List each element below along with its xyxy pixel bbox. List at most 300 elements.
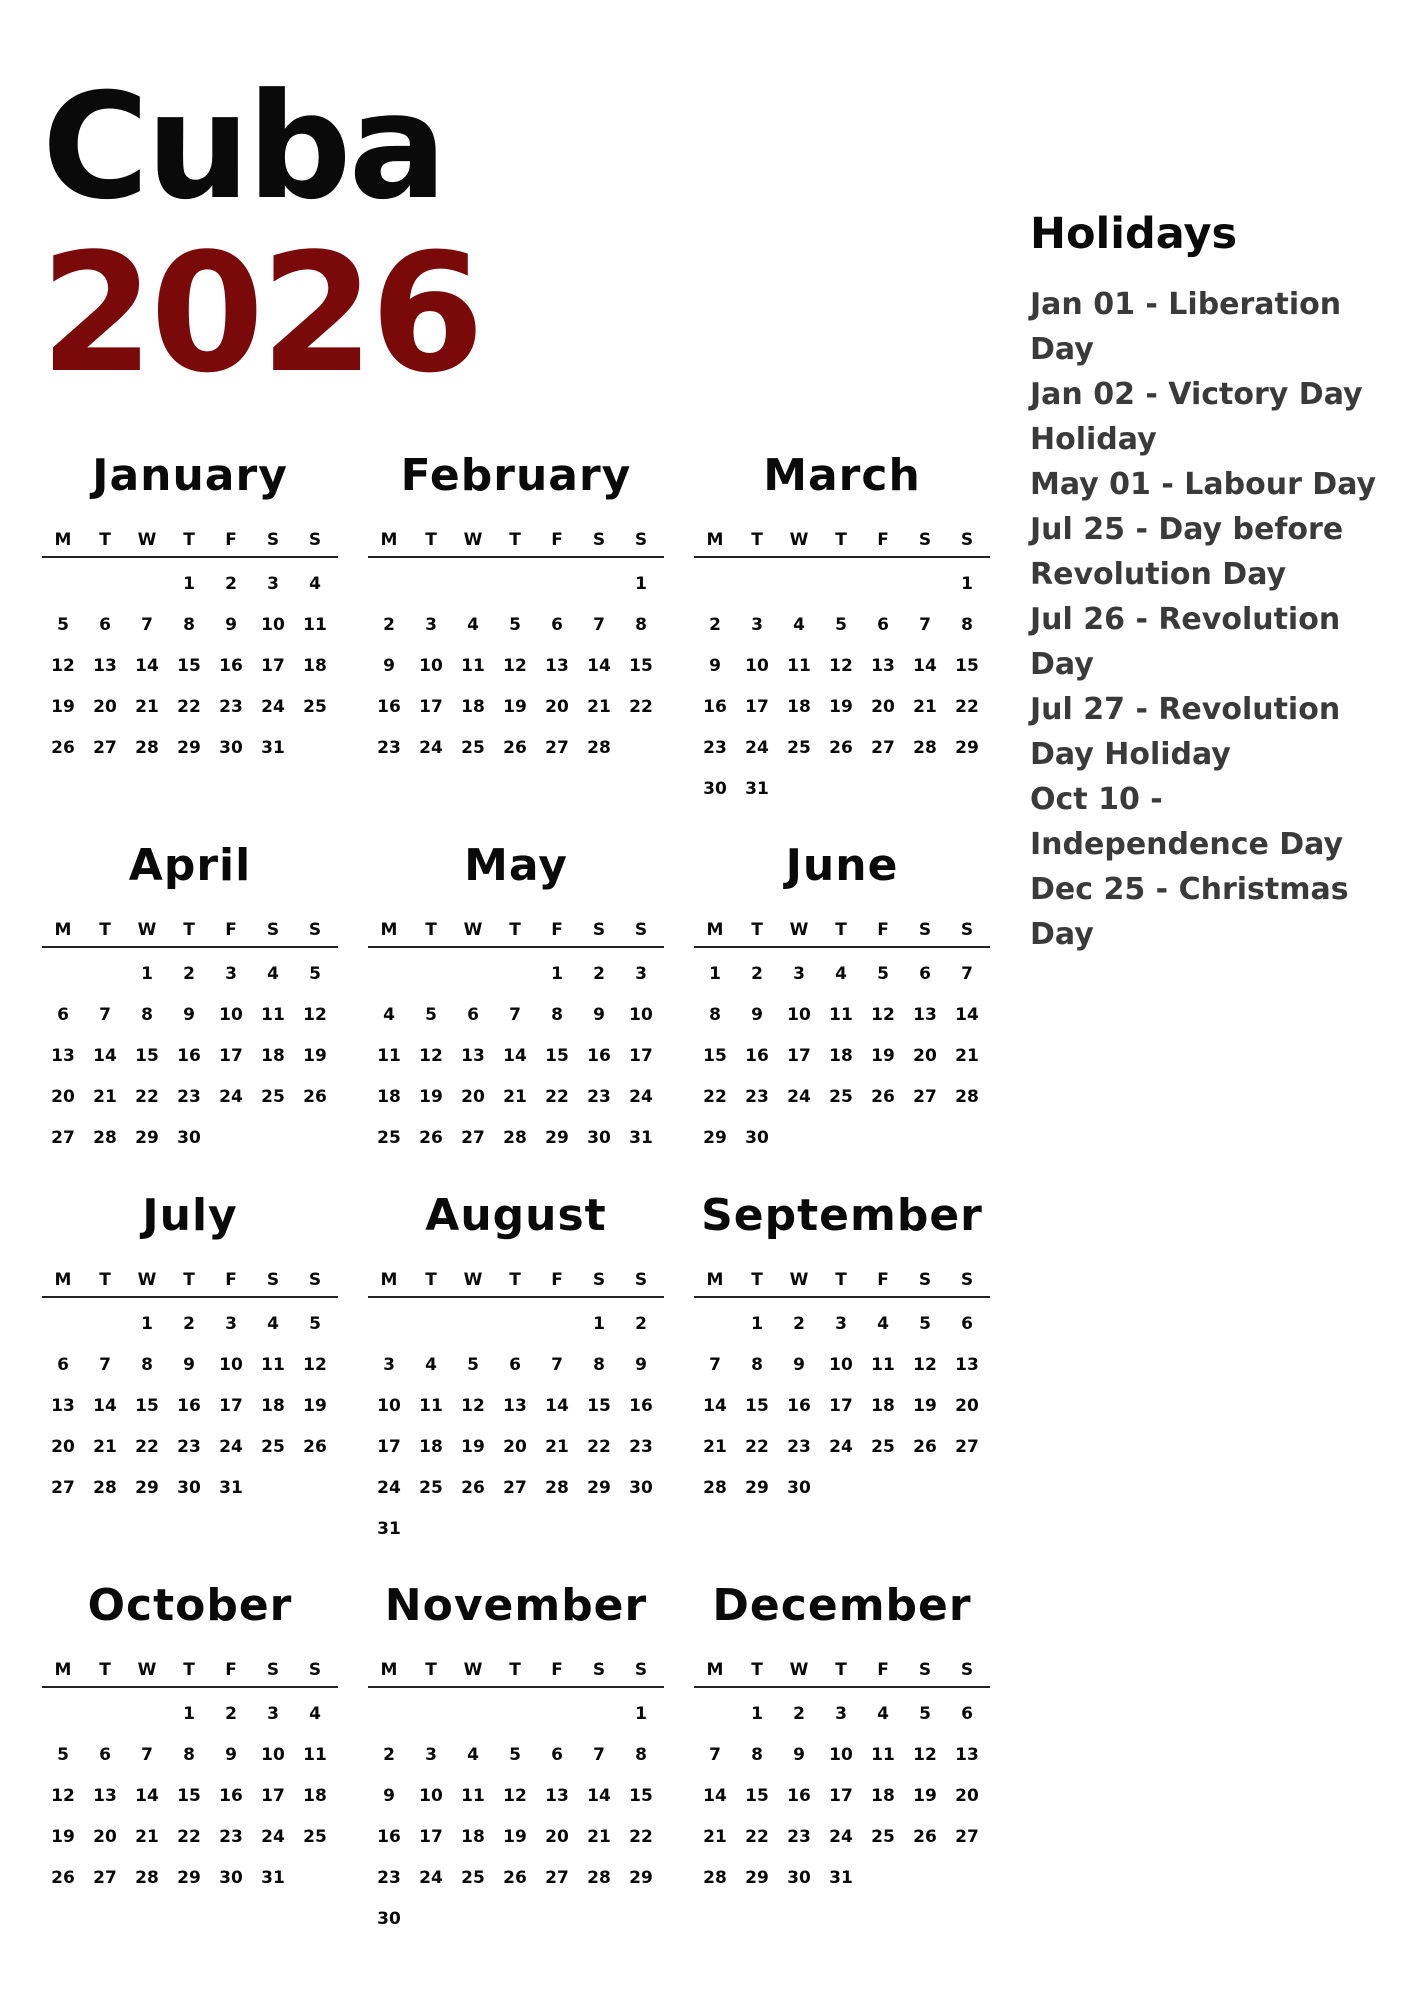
day-cell: 25 <box>261 1437 285 1457</box>
weekday-header <box>42 526 338 558</box>
day-cell: 16 <box>377 697 401 717</box>
empty-cell <box>862 564 904 605</box>
day-cell: 5 <box>309 1314 321 1334</box>
day-cell: 22 <box>745 1827 769 1847</box>
empty-cell <box>736 564 778 605</box>
day-cell: 12 <box>829 656 853 676</box>
day-cell: 24 <box>377 1478 401 1498</box>
day-cell: 9 <box>383 656 395 676</box>
weekday-header <box>694 916 990 948</box>
weekday-label: F <box>225 530 237 550</box>
day-cell: 30 <box>177 1478 201 1498</box>
empty-cell <box>904 564 946 605</box>
day-cell: 21 <box>703 1437 727 1457</box>
day-cell: 23 <box>787 1437 811 1457</box>
day-cell: 10 <box>219 1005 243 1025</box>
month-december <box>694 1578 990 1899</box>
day-cell: 31 <box>377 1519 401 1539</box>
day-cell: 6 <box>551 1745 563 1765</box>
holiday-list <box>1030 282 1390 957</box>
day-cell: 28 <box>93 1478 117 1498</box>
day-grid <box>694 558 990 810</box>
day-cell: 8 <box>635 1745 647 1765</box>
empty-cell <box>126 564 168 605</box>
day-cell: 19 <box>419 1087 443 1107</box>
month-march <box>694 448 990 810</box>
weekday-label: T <box>425 530 437 550</box>
day-cell: 25 <box>871 1437 895 1457</box>
day-cell: 13 <box>913 1005 937 1025</box>
day-cell: 5 <box>425 1005 437 1025</box>
day-grid <box>42 948 338 1159</box>
day-cell: 17 <box>419 697 443 717</box>
weekday-label: T <box>99 920 111 940</box>
day-cell: 10 <box>629 1005 653 1025</box>
day-cell: 16 <box>787 1396 811 1416</box>
weekday-label: M <box>706 1270 724 1290</box>
day-cell: 27 <box>93 1868 117 1888</box>
day-cell: 25 <box>419 1478 443 1498</box>
weekday-label: S <box>960 1270 974 1290</box>
weekday-label: W <box>789 1270 809 1290</box>
weekday-label: T <box>99 1270 111 1290</box>
day-cell: 9 <box>793 1355 805 1375</box>
day-cell: 28 <box>913 738 937 758</box>
holiday-item: Jan 01 - Liberation Day <box>1030 287 1342 367</box>
day-cell: 15 <box>629 656 653 676</box>
day-cell: 3 <box>751 615 763 635</box>
day-cell: 6 <box>509 1355 521 1375</box>
day-cell: 13 <box>51 1396 75 1416</box>
day-cell: 22 <box>587 1437 611 1457</box>
day-cell: 16 <box>787 1786 811 1806</box>
day-cell: 19 <box>913 1396 937 1416</box>
day-cell: 27 <box>51 1128 75 1148</box>
day-cell: 4 <box>267 1314 279 1334</box>
empty-cell <box>368 564 410 605</box>
day-cell: 10 <box>419 656 443 676</box>
day-cell: 2 <box>635 1314 647 1334</box>
day-cell: 9 <box>751 1005 763 1025</box>
day-cell: 26 <box>913 1437 937 1457</box>
weekday-label: S <box>308 1270 322 1290</box>
day-cell: 19 <box>51 1827 75 1847</box>
day-cell: 30 <box>587 1128 611 1148</box>
day-cell: 30 <box>745 1128 769 1148</box>
weekday-label: M <box>706 530 724 550</box>
weekday-label: F <box>225 920 237 940</box>
day-cell: 31 <box>261 738 285 758</box>
day-cell: 24 <box>219 1437 243 1457</box>
weekday-label: W <box>789 530 809 550</box>
empty-cell <box>410 954 452 995</box>
day-cell: 26 <box>303 1437 327 1457</box>
day-cell: 16 <box>703 697 727 717</box>
day-cell: 22 <box>955 697 979 717</box>
day-cell: 18 <box>303 656 327 676</box>
day-cell: 20 <box>955 1396 979 1416</box>
weekday-label: F <box>877 920 889 940</box>
day-cell: 16 <box>219 1786 243 1806</box>
weekday-label: S <box>634 920 648 940</box>
day-cell: 20 <box>51 1087 75 1107</box>
day-cell: 19 <box>503 1827 527 1847</box>
day-cell: 7 <box>509 1005 521 1025</box>
day-cell: 24 <box>419 738 443 758</box>
day-cell: 30 <box>703 779 727 799</box>
day-cell: 7 <box>551 1355 563 1375</box>
month-name: December <box>712 1580 972 1631</box>
day-cell: 6 <box>961 1314 973 1334</box>
day-cell: 18 <box>871 1786 895 1806</box>
day-cell: 20 <box>503 1437 527 1457</box>
day-cell: 11 <box>461 656 485 676</box>
empty-cell <box>494 1694 536 1735</box>
day-cell: 20 <box>955 1786 979 1806</box>
weekday-label: F <box>551 530 563 550</box>
day-cell: 29 <box>135 1128 159 1148</box>
day-cell: 3 <box>793 964 805 984</box>
day-cell: 2 <box>383 1745 395 1765</box>
year-title: 2026 <box>40 218 481 409</box>
day-cell: 28 <box>703 1478 727 1498</box>
day-cell: 15 <box>135 1046 159 1066</box>
weekday-label: W <box>789 1660 809 1680</box>
day-cell: 11 <box>829 1005 853 1025</box>
weekday-label: F <box>551 920 563 940</box>
day-cell: 8 <box>593 1355 605 1375</box>
day-cell: 26 <box>303 1087 327 1107</box>
day-cell: 18 <box>261 1046 285 1066</box>
day-cell: 7 <box>593 615 605 635</box>
day-cell: 12 <box>419 1046 443 1066</box>
weekday-label: M <box>380 1660 398 1680</box>
day-cell: 20 <box>545 1827 569 1847</box>
day-cell: 14 <box>135 656 159 676</box>
day-cell: 10 <box>745 656 769 676</box>
day-cell: 7 <box>141 1745 153 1765</box>
day-cell: 13 <box>461 1046 485 1066</box>
weekday-label: S <box>592 1660 606 1680</box>
weekday-label: S <box>266 1660 280 1680</box>
day-cell: 3 <box>267 574 279 594</box>
day-cell: 5 <box>835 615 847 635</box>
day-cell: 9 <box>183 1005 195 1025</box>
day-cell: 20 <box>545 697 569 717</box>
day-cell: 29 <box>745 1868 769 1888</box>
empty-cell <box>494 1304 536 1345</box>
weekday-label: T <box>425 1660 437 1680</box>
weekday-label: T <box>751 1270 763 1290</box>
weekday-label: T <box>751 530 763 550</box>
day-cell: 25 <box>461 1868 485 1888</box>
day-cell: 21 <box>545 1437 569 1457</box>
day-cell: 20 <box>93 1827 117 1847</box>
day-cell: 10 <box>419 1786 443 1806</box>
day-cell: 7 <box>99 1005 111 1025</box>
day-grid <box>42 558 338 769</box>
day-cell: 17 <box>219 1046 243 1066</box>
day-cell: 17 <box>787 1046 811 1066</box>
day-cell: 13 <box>545 656 569 676</box>
holidays-title: Holidays <box>1030 209 1238 259</box>
day-cell: 15 <box>545 1046 569 1066</box>
day-cell: 7 <box>141 615 153 635</box>
day-cell: 28 <box>135 738 159 758</box>
day-cell: 12 <box>503 656 527 676</box>
weekday-label: S <box>592 920 606 940</box>
weekday-label: T <box>835 920 847 940</box>
day-cell: 6 <box>57 1005 69 1025</box>
day-cell: 18 <box>419 1437 443 1457</box>
day-cell: 11 <box>303 1745 327 1765</box>
day-cell: 18 <box>829 1046 853 1066</box>
day-cell: 23 <box>177 1437 201 1457</box>
day-cell: 29 <box>135 1478 159 1498</box>
day-cell: 14 <box>955 1005 979 1025</box>
day-cell: 17 <box>629 1046 653 1066</box>
day-cell: 14 <box>135 1786 159 1806</box>
day-cell: 19 <box>829 697 853 717</box>
weekday-label: W <box>137 1660 157 1680</box>
day-cell: 12 <box>51 656 75 676</box>
day-cell: 1 <box>751 1314 763 1334</box>
day-cell: 11 <box>303 615 327 635</box>
day-grid <box>694 948 990 1159</box>
month-name: January <box>92 450 288 501</box>
day-cell: 10 <box>787 1005 811 1025</box>
day-cell: 26 <box>419 1128 443 1148</box>
day-cell: 27 <box>461 1128 485 1148</box>
day-cell: 6 <box>919 964 931 984</box>
day-cell: 27 <box>503 1478 527 1498</box>
day-cell: 5 <box>877 964 889 984</box>
weekday-label: S <box>634 1270 648 1290</box>
day-cell: 23 <box>703 738 727 758</box>
day-grid <box>368 1688 664 1940</box>
day-cell: 6 <box>467 1005 479 1025</box>
weekday-label: T <box>509 1270 521 1290</box>
day-cell: 16 <box>587 1046 611 1066</box>
day-cell: 15 <box>177 1786 201 1806</box>
day-cell: 7 <box>961 964 973 984</box>
day-cell: 24 <box>261 1827 285 1847</box>
day-cell: 7 <box>593 1745 605 1765</box>
day-cell: 31 <box>629 1128 653 1148</box>
day-cell: 2 <box>793 1314 805 1334</box>
day-cell: 26 <box>51 1868 75 1888</box>
empty-cell <box>536 1694 578 1735</box>
day-cell: 12 <box>503 1786 527 1806</box>
day-cell: 4 <box>793 615 805 635</box>
day-cell: 30 <box>219 738 243 758</box>
day-cell: 23 <box>177 1087 201 1107</box>
month-name: October <box>87 1580 293 1631</box>
day-cell: 29 <box>955 738 979 758</box>
day-cell: 12 <box>461 1396 485 1416</box>
day-cell: 24 <box>629 1087 653 1107</box>
day-cell: 26 <box>871 1087 895 1107</box>
day-cell: 31 <box>745 779 769 799</box>
day-cell: 15 <box>629 1786 653 1806</box>
day-cell: 12 <box>913 1355 937 1375</box>
day-cell: 29 <box>545 1128 569 1148</box>
day-cell: 16 <box>177 1396 201 1416</box>
weekday-label: M <box>380 920 398 940</box>
holiday-item: Jul 26 - Revolution Day <box>1030 602 1341 682</box>
weekday-header <box>368 1266 664 1298</box>
day-cell: 17 <box>261 1786 285 1806</box>
day-cell: 8 <box>183 615 195 635</box>
day-cell: 27 <box>51 1478 75 1498</box>
day-cell: 28 <box>587 1868 611 1888</box>
empty-cell <box>536 1304 578 1345</box>
day-cell: 17 <box>219 1396 243 1416</box>
day-cell: 2 <box>183 964 195 984</box>
day-cell: 16 <box>629 1396 653 1416</box>
day-cell: 5 <box>467 1355 479 1375</box>
day-cell: 13 <box>503 1396 527 1416</box>
month-july <box>42 1188 338 1509</box>
empty-cell <box>410 1304 452 1345</box>
empty-cell <box>452 954 494 995</box>
day-cell: 25 <box>303 1827 327 1847</box>
day-cell: 22 <box>703 1087 727 1107</box>
month-name: November <box>384 1580 648 1631</box>
empty-cell <box>42 564 84 605</box>
day-cell: 4 <box>877 1314 889 1334</box>
day-cell: 10 <box>261 615 285 635</box>
day-cell: 14 <box>503 1046 527 1066</box>
day-cell: 6 <box>99 1745 111 1765</box>
day-cell: 25 <box>461 738 485 758</box>
day-cell: 23 <box>219 697 243 717</box>
day-cell: 1 <box>961 574 973 594</box>
day-cell: 19 <box>303 1396 327 1416</box>
weekday-label: W <box>463 1270 483 1290</box>
weekday-label: M <box>54 920 72 940</box>
day-cell: 21 <box>703 1827 727 1847</box>
weekday-label: T <box>425 920 437 940</box>
day-cell: 14 <box>93 1396 117 1416</box>
day-cell: 27 <box>545 738 569 758</box>
day-cell: 25 <box>829 1087 853 1107</box>
day-cell: 24 <box>419 1868 443 1888</box>
day-cell: 12 <box>303 1355 327 1375</box>
day-cell: 3 <box>225 1314 237 1334</box>
empty-cell <box>368 1694 410 1735</box>
month-october <box>42 1578 338 1899</box>
day-cell: 22 <box>629 697 653 717</box>
holiday-item: Dec 25 - Christmas Day <box>1030 872 1349 952</box>
weekday-label: T <box>183 530 195 550</box>
weekday-label: M <box>54 1660 72 1680</box>
day-cell: 16 <box>377 1827 401 1847</box>
day-cell: 19 <box>51 697 75 717</box>
day-cell: 12 <box>913 1745 937 1765</box>
empty-cell <box>578 564 620 605</box>
day-cell: 29 <box>703 1128 727 1148</box>
day-cell: 15 <box>587 1396 611 1416</box>
day-cell: 4 <box>309 574 321 594</box>
weekday-label: F <box>877 1660 889 1680</box>
weekday-label: F <box>877 530 889 550</box>
day-cell: 22 <box>177 1827 201 1847</box>
day-cell: 3 <box>635 964 647 984</box>
day-cell: 28 <box>545 1478 569 1498</box>
day-cell: 26 <box>51 738 75 758</box>
day-cell: 9 <box>635 1355 647 1375</box>
weekday-label: S <box>634 1660 648 1680</box>
empty-cell <box>84 564 126 605</box>
month-name: February <box>400 450 632 501</box>
day-cell: 30 <box>787 1868 811 1888</box>
day-cell: 30 <box>787 1478 811 1498</box>
day-cell: 30 <box>629 1478 653 1498</box>
day-cell: 2 <box>225 574 237 594</box>
weekday-label: W <box>137 530 157 550</box>
month-name: March <box>763 450 921 501</box>
empty-cell <box>84 1694 126 1735</box>
day-cell: 24 <box>219 1087 243 1107</box>
holiday-item: May 01 - Labour Day <box>1030 467 1377 502</box>
day-cell: 11 <box>419 1396 443 1416</box>
weekday-header <box>368 1656 664 1688</box>
day-cell: 3 <box>835 1704 847 1724</box>
weekday-label: W <box>463 920 483 940</box>
weekday-label: M <box>54 1270 72 1290</box>
day-cell: 27 <box>545 1868 569 1888</box>
day-cell: 7 <box>709 1745 721 1765</box>
day-cell: 21 <box>913 697 937 717</box>
day-cell: 15 <box>177 656 201 676</box>
day-cell: 22 <box>135 1437 159 1457</box>
day-cell: 12 <box>51 1786 75 1806</box>
weekday-header <box>42 916 338 948</box>
weekday-label: M <box>706 1660 724 1680</box>
day-cell: 6 <box>877 615 889 635</box>
day-cell: 15 <box>135 1396 159 1416</box>
day-cell: 6 <box>99 615 111 635</box>
day-cell: 18 <box>377 1087 401 1107</box>
day-cell: 20 <box>93 697 117 717</box>
day-cell: 15 <box>745 1786 769 1806</box>
day-cell: 8 <box>751 1355 763 1375</box>
weekday-label: T <box>99 1660 111 1680</box>
day-cell: 31 <box>219 1478 243 1498</box>
empty-cell <box>410 1694 452 1735</box>
day-cell: 6 <box>961 1704 973 1724</box>
month-name: September <box>701 1190 983 1241</box>
day-grid <box>368 558 664 769</box>
weekday-label: T <box>425 1270 437 1290</box>
weekday-label: S <box>592 1270 606 1290</box>
day-cell: 31 <box>261 1868 285 1888</box>
day-cell: 28 <box>587 738 611 758</box>
day-cell: 29 <box>177 1868 201 1888</box>
weekday-label: T <box>509 920 521 940</box>
day-cell: 7 <box>99 1355 111 1375</box>
weekday-label: S <box>266 920 280 940</box>
day-cell: 28 <box>703 1868 727 1888</box>
day-cell: 8 <box>751 1745 763 1765</box>
day-cell: 15 <box>703 1046 727 1066</box>
weekday-label: S <box>960 530 974 550</box>
day-cell: 4 <box>309 1704 321 1724</box>
day-cell: 22 <box>629 1827 653 1847</box>
empty-cell <box>452 1304 494 1345</box>
day-cell: 28 <box>955 1087 979 1107</box>
